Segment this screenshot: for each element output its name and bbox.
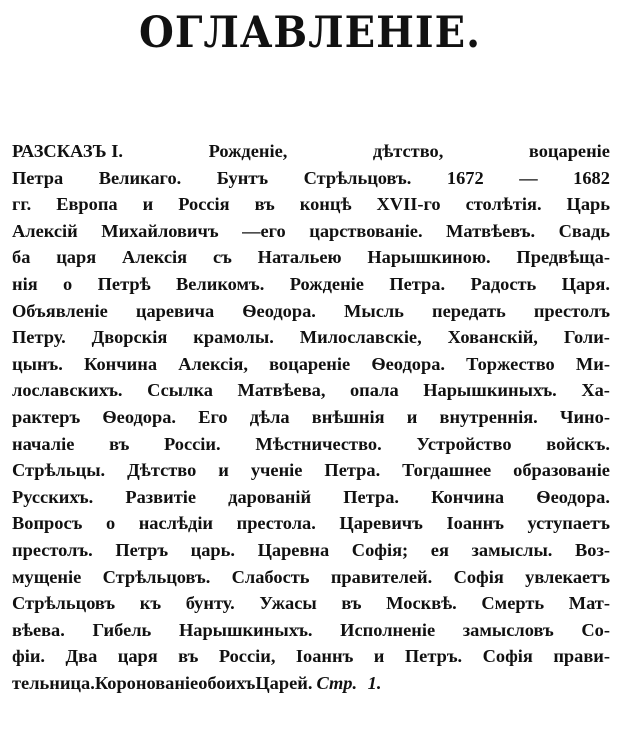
- text-line: [12, 218, 610, 245]
- word: Гибель: [92, 619, 152, 640]
- word: престолъ: [533, 300, 610, 321]
- word: Воз-: [575, 539, 610, 560]
- word: Устройство: [416, 433, 512, 454]
- word: РАЗСКАЗЪ I.: [12, 141, 123, 161]
- word: въ: [341, 593, 362, 614]
- word: Голи-: [563, 327, 610, 348]
- word: увлекаетъ: [525, 566, 610, 587]
- word: Бунтъ: [216, 167, 269, 188]
- word: Кончина: [431, 486, 505, 507]
- text-line: [12, 510, 610, 537]
- word: и: [218, 460, 229, 481]
- word: Ѳеодора.: [371, 353, 445, 374]
- text-line: [12, 590, 610, 617]
- word: царя: [56, 247, 97, 268]
- word: Два: [65, 646, 98, 667]
- word: Чино-: [559, 406, 610, 427]
- word: концѣ: [299, 194, 352, 215]
- word: передать: [432, 300, 506, 321]
- word: началіе: [12, 433, 75, 454]
- word: Царя.: [561, 273, 610, 294]
- text-line: [12, 537, 610, 564]
- word: Алексія: [122, 247, 188, 268]
- word: Торжество: [466, 353, 555, 374]
- text-line: [12, 377, 610, 404]
- word: Мысль: [343, 300, 404, 321]
- word: прави-: [553, 646, 610, 667]
- word: Алексія,: [178, 353, 248, 374]
- word: о: [105, 513, 116, 534]
- word: ея: [430, 539, 449, 560]
- word: престолъ.: [12, 539, 93, 560]
- word: Нарышкиныхъ.: [178, 619, 313, 640]
- word: Исполненіе: [340, 619, 436, 640]
- word: Матвѣева,: [237, 380, 326, 401]
- word: Ѳеодора.: [242, 300, 316, 321]
- word: Петра.: [389, 273, 446, 294]
- word: Царей.: [255, 672, 313, 693]
- word: 1682: [573, 167, 610, 188]
- word: столѣтія.: [465, 194, 542, 215]
- word: Его: [198, 406, 228, 427]
- word: Петръ.: [404, 646, 463, 667]
- word: Нарышкиныхъ.: [423, 380, 557, 401]
- table-of-contents-text: [12, 138, 610, 696]
- word: Ссылка: [147, 380, 213, 401]
- word: Ха-: [581, 380, 610, 401]
- word: Нарышкиною.: [367, 247, 491, 268]
- page-title: ОГЛАВЛЕНІЕ.: [139, 7, 481, 58]
- text-line: [12, 617, 610, 644]
- word: Стрѣльцовъ.: [102, 566, 211, 587]
- text-line: [12, 431, 610, 458]
- word: Стрѣльцовъ.: [303, 167, 412, 188]
- word: рактеръ: [12, 406, 81, 427]
- word: Михайловичъ: [101, 220, 219, 241]
- word: Ужасы: [259, 593, 317, 614]
- word: дѣтство,: [372, 141, 444, 161]
- word: Ѳеодора.: [102, 406, 177, 427]
- word: Царь: [566, 194, 610, 215]
- word: Свадь: [558, 220, 610, 241]
- word: съ: [212, 247, 232, 268]
- word: войскъ.: [546, 433, 610, 454]
- text-line: [12, 643, 610, 670]
- word: Объявленіе: [12, 300, 108, 321]
- word: Русскихъ.: [12, 486, 94, 507]
- text-line: [12, 165, 610, 192]
- word: вѣева.: [12, 619, 65, 640]
- word: мущеніе: [12, 566, 82, 587]
- word: бунту.: [185, 593, 235, 614]
- word: воцареніе: [269, 353, 351, 374]
- word: внутреннія.: [439, 406, 538, 427]
- word: обоихъ: [198, 672, 256, 693]
- word: Москвѣ.: [386, 593, 457, 614]
- word: —: [519, 167, 538, 188]
- word: Мат-: [568, 593, 610, 614]
- word: Петрѣ: [97, 273, 151, 294]
- word: Россіи.: [164, 433, 221, 454]
- word: Коронованіе: [94, 672, 199, 693]
- text-line: [12, 244, 610, 271]
- word: лославскихъ.: [12, 380, 123, 401]
- word: уступаетъ: [527, 513, 610, 534]
- word: замыслы.: [471, 539, 553, 560]
- word: Радость: [470, 273, 537, 294]
- text-line: [12, 484, 610, 511]
- word: царствованіе.: [309, 220, 423, 241]
- word: Натальею: [257, 247, 342, 268]
- word: Стр. 1.: [316, 672, 382, 693]
- word: и: [373, 646, 385, 667]
- word: Милославскіе,: [299, 327, 422, 348]
- word: царь.: [190, 539, 235, 560]
- word: и: [406, 406, 418, 427]
- word: престола.: [236, 513, 316, 534]
- word: Петру.: [12, 327, 66, 348]
- text-line: [12, 457, 610, 484]
- word: фіи.: [12, 646, 46, 667]
- word: Мѣстничество.: [255, 433, 382, 454]
- text-line: [12, 324, 610, 351]
- text-line: [12, 271, 610, 298]
- word: Рожденіе: [289, 273, 364, 294]
- word: о: [63, 273, 73, 294]
- word: Вопросъ: [12, 513, 83, 534]
- word: Дворскія: [91, 327, 168, 348]
- word: Дѣтство: [127, 460, 197, 481]
- word: Россіи,: [218, 646, 276, 667]
- word: Стрѣльцовъ: [12, 593, 116, 614]
- text-line: [12, 351, 610, 378]
- word: Петра.: [324, 460, 381, 481]
- word: въ: [109, 433, 130, 454]
- word: въ: [178, 646, 199, 667]
- word: Петра.: [343, 486, 399, 507]
- word: въ: [254, 194, 275, 215]
- word: Предвѣща-: [516, 247, 610, 268]
- word: Софія: [482, 646, 533, 667]
- word: тельница.: [12, 672, 95, 693]
- word: гг.: [12, 194, 32, 215]
- word: Тогдашнее: [402, 460, 492, 481]
- word: 1672: [446, 167, 484, 188]
- word: Петръ: [115, 539, 169, 560]
- word: цынъ.: [12, 353, 63, 374]
- word: Великомъ.: [175, 273, 265, 294]
- word: ученіе: [250, 460, 303, 481]
- word: замысловъ: [462, 619, 554, 640]
- word: Со-: [581, 619, 610, 640]
- word: къ: [139, 593, 162, 614]
- word: Царевна: [257, 539, 330, 560]
- text-line: [12, 191, 610, 218]
- word: опала: [349, 380, 399, 401]
- word: образованіе: [513, 460, 610, 481]
- word: XVII-го: [376, 194, 441, 215]
- word: Ѳеодора.: [536, 486, 610, 507]
- word: наслѣдіи: [138, 513, 214, 534]
- word: нія: [12, 273, 38, 294]
- word: крамолы.: [193, 327, 274, 348]
- word: Алексій: [12, 220, 78, 241]
- word: правителей.: [330, 566, 433, 587]
- text-line: [12, 138, 610, 165]
- word: Кончина: [84, 353, 158, 374]
- word: дарованій: [228, 486, 312, 507]
- word: дѣла: [249, 406, 290, 427]
- word: и: [142, 194, 154, 215]
- word: ба: [12, 247, 31, 268]
- word: Россія: [178, 194, 230, 215]
- word: внѣшнія: [311, 406, 385, 427]
- word: Софія: [453, 566, 504, 587]
- word: Развитіе: [125, 486, 197, 507]
- text-line: [12, 404, 610, 431]
- word: Стрѣльцы.: [12, 460, 106, 481]
- text-line: [12, 298, 610, 325]
- word: царя: [117, 646, 158, 667]
- word: Петра: [12, 167, 64, 188]
- word: Царевичъ: [339, 513, 423, 534]
- text-line: [12, 670, 610, 697]
- word: Софія;: [351, 539, 409, 560]
- word: воцареніе: [528, 141, 610, 161]
- word: Смерть: [481, 593, 545, 614]
- word: Рожденіе,: [208, 141, 288, 161]
- word: Ми-: [575, 353, 610, 374]
- word: Хованскій,: [447, 327, 538, 348]
- text-line: [12, 564, 610, 591]
- word: царевича: [135, 300, 215, 321]
- word: Іоаннъ: [295, 646, 354, 667]
- word: Матвѣевъ.: [446, 220, 536, 241]
- word: —его: [242, 220, 286, 241]
- word: Великаго.: [98, 167, 182, 188]
- word: Іоаннъ: [446, 513, 504, 534]
- word: Европа: [56, 194, 118, 215]
- word: Слабость: [231, 566, 310, 587]
